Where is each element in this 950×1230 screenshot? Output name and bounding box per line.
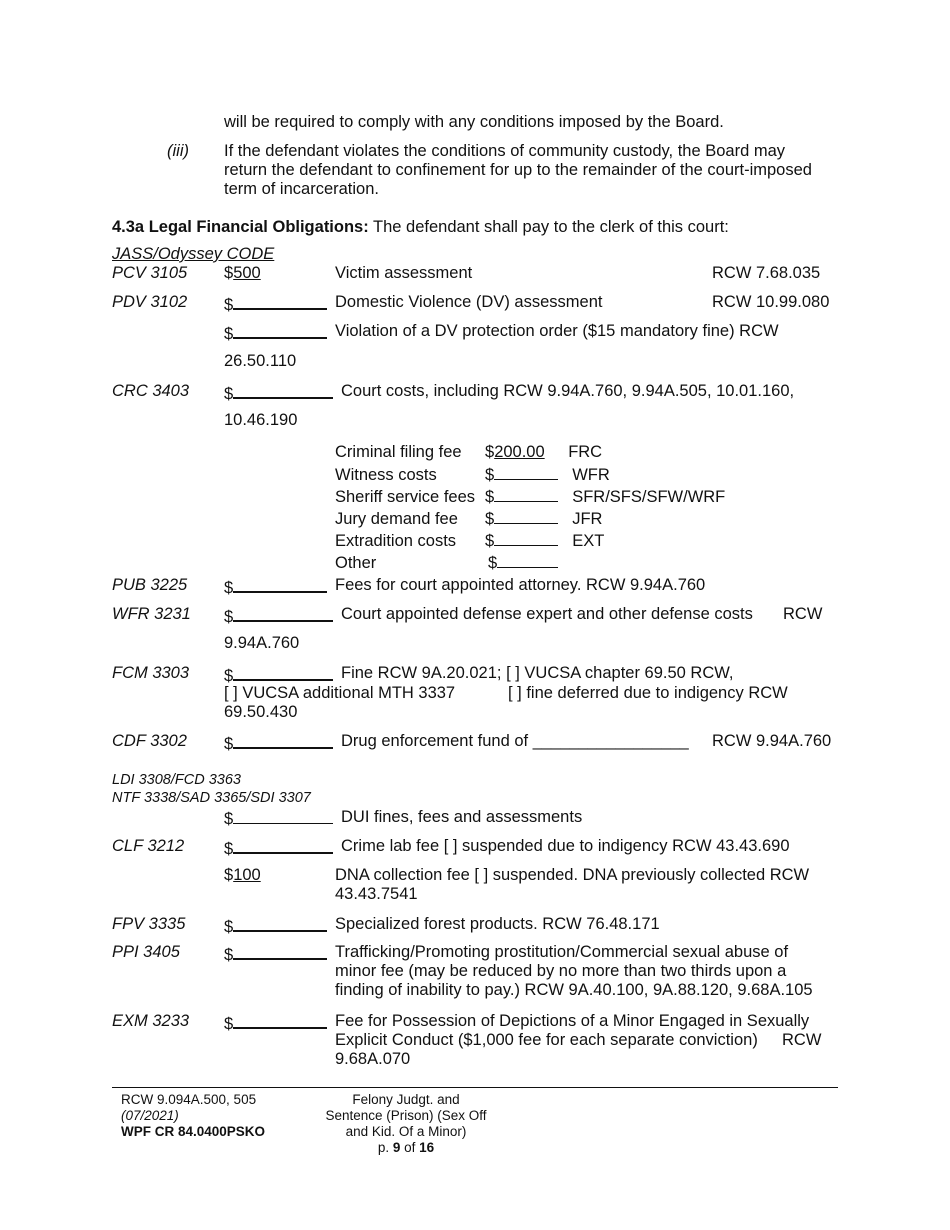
court-costs-row <box>335 464 610 485</box>
amount-crc[interactable] <box>224 382 333 404</box>
page-current: 9 <box>392 1140 401 1155</box>
footer-title-line: Sentence (Prison) (Sex Off <box>325 1108 487 1123</box>
dollar-sign: $ <box>224 325 234 343</box>
amount-dna[interactable] <box>224 866 327 885</box>
amount-value: 500 <box>233 264 261 282</box>
blank-line <box>233 837 333 854</box>
court-cost-label: Jury demand fee <box>335 510 458 528</box>
rcw-wfr: RCW <box>783 605 823 623</box>
court-cost-amount[interactable]: 200.00 <box>494 443 545 461</box>
code-pub: PUB 3225 <box>112 576 188 594</box>
court-cost-blank[interactable] <box>497 552 558 568</box>
dollar-sign: $ <box>485 443 495 461</box>
dollar-sign: $ <box>224 1015 234 1033</box>
blank-line <box>233 915 327 932</box>
court-cost-code: SFR/SFS/SFW/WRF <box>572 488 726 506</box>
court-cost-code: JFR <box>572 510 603 528</box>
dollar-sign: $ <box>224 385 234 403</box>
code-pdv: PDV 3102 <box>112 293 188 311</box>
page-number <box>290 1140 522 1156</box>
dollar-sign: $ <box>224 918 234 936</box>
desc-clf: Crime lab fee [ ] suspended due to indigency RCW 43.43.690 <box>341 837 790 855</box>
code-crc: CRC 3403 <box>112 382 190 400</box>
desc-fpv: Specialized forest products. RCW 76.48.171 <box>335 915 660 933</box>
dollar-sign: $ <box>224 579 234 597</box>
item-iii-text: If the defendant violates the conditions of community custody, the Board may return the defendant to confinement for up to the remainder of the court-imposed term of incarceration. <box>224 142 812 198</box>
continued-text: will be required to comply with any conditions imposed by the Board. <box>224 113 724 131</box>
court-cost-blank[interactable] <box>494 464 558 480</box>
amount-value: 100 <box>233 866 261 884</box>
dollar-sign: $ <box>485 510 495 528</box>
desc-exm-cont: 9.68A.070 <box>335 1050 411 1068</box>
court-cost-label: Extradition costs <box>335 532 457 550</box>
dollar-sign: $ <box>485 488 495 506</box>
court-cost-label: Witness costs <box>335 466 437 484</box>
code-exm: EXM 3233 <box>112 1012 190 1030</box>
desc-exm: Fee for Possession of Depictions of a Minor Engaged in Sexually Explicit Conduct ($1,000 fee for each separate conviction) <box>335 1012 810 1049</box>
dollar-sign: $ <box>224 296 234 314</box>
code-ppi: PPI 3405 <box>112 943 180 961</box>
court-cost-code: WFR <box>572 466 610 484</box>
court-cost-blank[interactable] <box>494 486 558 502</box>
desc-wfr-cont: 9.94A.760 <box>224 634 300 652</box>
desc-dvpo-cont: 26.50.110 <box>224 352 297 370</box>
rcw-pdv: RCW 10.99.080 <box>712 293 830 311</box>
dollar-sign: $ <box>224 735 234 753</box>
fcm-rcw-cont: 69.50.430 <box>224 703 298 721</box>
desc-dvpo: Violation of a DV protection order ($15 mandatory fine) RCW <box>335 322 779 340</box>
court-cost-label: Other <box>335 554 377 572</box>
blank-line <box>233 322 327 339</box>
court-costs-row <box>335 508 602 529</box>
code-dui-line2: NTF 3338/SAD 3365/SDI 3307 <box>112 790 311 806</box>
blank-line <box>233 732 333 749</box>
footer-title-line: and Kid. Of a Minor) <box>345 1124 467 1139</box>
dollar-sign: $ <box>224 946 234 964</box>
dollar-sign: $ <box>224 608 234 626</box>
code-fpv: FPV 3335 <box>112 915 186 933</box>
court-costs-row <box>335 443 602 462</box>
code-clf: CLF 3212 <box>112 837 185 855</box>
court-costs-row <box>335 530 604 551</box>
footer-date: (07/2021) <box>121 1108 179 1123</box>
blank-line <box>233 808 333 824</box>
fcm-fine-deferred: [ ] fine deferred due to indigency RCW <box>508 684 788 702</box>
court-costs-row <box>335 486 725 507</box>
amount-clf[interactable] <box>224 837 333 859</box>
code-column-header: JASS/Odyssey CODE <box>112 245 275 263</box>
page-of: of <box>400 1140 420 1155</box>
desc-ppi: Trafficking/Promoting prostitution/Commercial sexual abuse of minor fee (may be reduced by no more than two thirds upon a finding of inability to pay.) RCW 9A.40.100, 9A.88.120, 9.68A.105 <box>335 943 813 999</box>
blank-line <box>233 605 333 622</box>
footer-rcw: RCW 9.094A.500, 505 <box>121 1092 257 1107</box>
amount-pub[interactable] <box>224 576 327 598</box>
amount-wfr[interactable] <box>224 605 333 627</box>
dollar-sign: $ <box>485 532 495 550</box>
footer-title-line: Felony Judgt. and <box>352 1092 460 1107</box>
desc-pdv: Domestic Violence (DV) assessment <box>335 293 603 311</box>
blank-line <box>233 943 327 960</box>
blank-line <box>233 293 327 310</box>
court-cost-blank[interactable] <box>494 530 558 546</box>
dollar-sign: $ <box>224 810 234 828</box>
code-fcm: FCM 3303 <box>112 664 190 682</box>
amount-fpv[interactable] <box>224 915 327 937</box>
desc-pub: Fees for court appointed attorney. RCW 9.94A.760 <box>335 576 706 594</box>
amount-cdf[interactable] <box>224 732 333 754</box>
code-dui-line1: LDI 3308/FCD 3363 <box>112 772 241 788</box>
amount-dvpo[interactable] <box>224 322 327 344</box>
dollar-sign: $ <box>224 840 234 858</box>
amount-dui[interactable] <box>224 808 333 829</box>
desc-pcv: Victim assessment <box>335 264 473 282</box>
amount-exm[interactable] <box>224 1012 327 1034</box>
court-cost-blank[interactable] <box>494 508 558 524</box>
desc-wfr: Court appointed defense expert and other defense costs <box>341 605 753 623</box>
desc-dna: DNA collection fee [ ] suspended. DNA previously collected RCW 43.43.7541 <box>335 866 810 903</box>
blank-line <box>233 576 327 593</box>
item-iii-marker: (iii) <box>167 142 189 160</box>
amount-fcm[interactable] <box>224 664 333 686</box>
footer-divider <box>112 1087 838 1088</box>
court-costs-row <box>335 552 558 573</box>
page-total: 16 <box>419 1140 435 1155</box>
dollar-sign: $ <box>224 264 234 282</box>
desc-dui: DUI fines, fees and assessments <box>341 808 583 826</box>
amount-ppi[interactable] <box>224 943 327 965</box>
fcm-vucsa-additional: [ ] VUCSA additional MTH 3337 <box>224 684 456 702</box>
footer-form-id: WPF CR 84.0400PSKO <box>121 1124 266 1139</box>
court-cost-code: FRC <box>568 443 603 461</box>
blank-line <box>233 382 333 399</box>
dollar-sign: $ <box>488 554 498 572</box>
dollar-sign: $ <box>485 466 495 484</box>
court-cost-label: Sheriff service fees <box>335 488 476 506</box>
code-cdf: CDF 3302 <box>112 732 187 750</box>
blank-line <box>233 664 333 681</box>
rcw-exm: RCW <box>782 1031 822 1049</box>
desc-crc: Court costs, including RCW 9.94A.760, 9.94A.505, 10.01.160, <box>341 382 795 400</box>
dollar-sign: $ <box>224 866 234 884</box>
footer-title <box>290 1092 522 1156</box>
section-heading-bold: 4.3a Legal Financial Obligations: <box>112 218 369 236</box>
dollar-sign: $ <box>224 667 234 685</box>
amount-pcv[interactable] <box>224 264 327 283</box>
court-cost-code: EXT <box>572 532 605 550</box>
court-cost-label: Criminal filing fee <box>335 443 462 461</box>
desc-crc-cont: 10.46.190 <box>224 411 298 429</box>
section-heading <box>112 218 729 237</box>
section-heading-rest: The defendant shall pay to the clerk of this court: <box>368 218 729 236</box>
rcw-pcv: RCW 7.68.035 <box>712 264 821 282</box>
page-prefix: p. <box>377 1140 393 1155</box>
code-pcv: PCV 3105 <box>112 264 188 282</box>
rcw-cdf: RCW 9.94A.760 <box>712 732 832 750</box>
blank-line <box>233 1012 327 1029</box>
amount-pdv[interactable] <box>224 293 327 315</box>
desc-fcm: Fine RCW 9A.20.021; [ ] VUCSA chapter 69.50 RCW, <box>341 664 734 682</box>
desc-cdf: Drug enforcement fund of _________________ <box>341 732 689 750</box>
code-wfr: WFR 3231 <box>112 605 191 623</box>
